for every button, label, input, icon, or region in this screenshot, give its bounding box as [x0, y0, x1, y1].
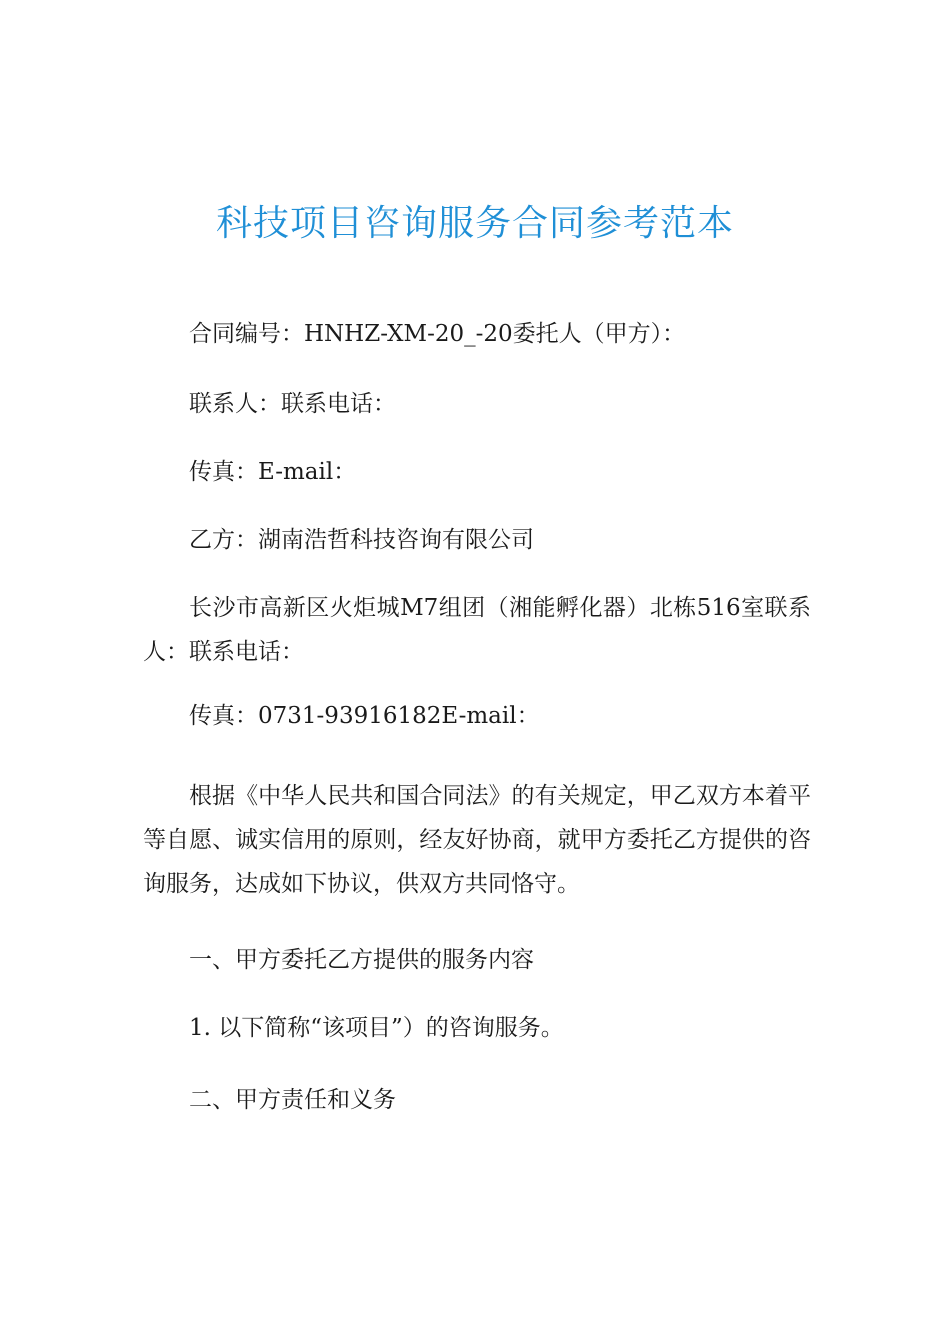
- section-one-item-1: 1. 以下简称“该项目”）的咨询服务。: [189, 1015, 564, 1041]
- document-title: 科技项目咨询服务合同参考范本: [215, 203, 734, 244]
- preamble-paragraph: 根据《中华人民共和国合同法》的有关规定，甲乙双方本着平等自愿、诚实信用的原则，经友好协商，就甲方委托乙方提供的咨询服务，达成如下协议，供双方共同恪守。: [143, 783, 811, 897]
- party-a-fax-line: 传真：E-mail：: [189, 459, 357, 485]
- section-one-heading: 一、甲方委托乙方提供的服务内容: [189, 947, 534, 973]
- party-b-address-line: 长沙市高新区火炬城M7组团（湘能孵化器）北栋516室联系人：联系电话：: [143, 595, 811, 665]
- contract-number-line: 合同编号：HNHZ-XM-20_-20委托人（甲方）：: [189, 321, 686, 347]
- party-a-contact-line: 联系人：联系电话：: [189, 391, 396, 417]
- section-two-heading: 二、甲方责任和义务: [189, 1087, 396, 1113]
- party-b-name-line: 乙方：湖南浩哲科技咨询有限公司: [189, 527, 534, 553]
- party-b-fax-line: 传真：0731-93916182E-mail：: [189, 703, 540, 729]
